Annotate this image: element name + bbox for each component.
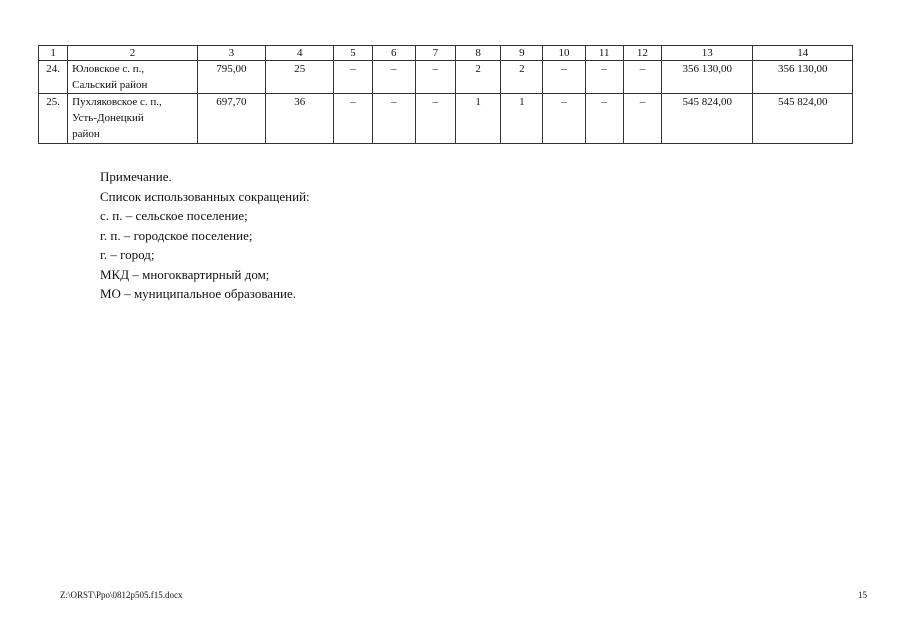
table-cell: – <box>543 61 585 94</box>
table-cell: – <box>372 61 415 94</box>
settlement-name-line: Усть-Донецкий <box>72 112 144 124</box>
table-row <box>39 61 853 94</box>
table-cell: 2 <box>501 61 543 94</box>
table-cell: 25 <box>266 61 334 94</box>
column-header: 14 <box>753 46 853 61</box>
table-row <box>39 94 853 144</box>
table-cell: 356 130,00 <box>662 61 753 94</box>
table-cell: 2 <box>456 61 501 94</box>
column-header: 3 <box>197 46 265 61</box>
table-cell: – <box>372 94 415 144</box>
settlement-name-line: Сальский район <box>72 79 148 91</box>
notes-block <box>100 167 310 304</box>
column-header: 5 <box>334 46 372 61</box>
notes-line: МКД – многоквартирный дом; <box>100 266 270 282</box>
column-header: 10 <box>543 46 585 61</box>
table-cell: – <box>543 94 585 144</box>
table-cell: 795,00 <box>197 61 265 94</box>
column-header: 13 <box>662 46 753 61</box>
table-cell: – <box>585 61 623 94</box>
column-header: 7 <box>415 46 455 61</box>
table-cell: – <box>415 94 455 144</box>
table-cell: 545 824,00 <box>662 94 753 144</box>
data-table <box>38 45 853 144</box>
column-header: 1 <box>39 46 68 61</box>
table-cell: – <box>585 94 623 144</box>
column-header: 12 <box>623 46 661 61</box>
notes-line: с. п. – сельское поселение; <box>100 208 248 223</box>
notes-line: г. п. – городское поселение; <box>100 227 253 243</box>
settlement-name <box>68 61 198 94</box>
notes-title: Примечание. <box>100 169 172 184</box>
notes-line: МО – муниципальное образование. <box>100 286 297 301</box>
table-header-row <box>39 46 853 61</box>
notes-line: г. – город; <box>100 247 155 262</box>
row-number: 25. <box>39 94 68 144</box>
table-cell: – <box>623 94 661 144</box>
column-header: 9 <box>501 46 543 61</box>
table-cell: 1 <box>456 94 501 144</box>
table-cell: 1 <box>501 94 543 144</box>
settlement-name-line: район <box>72 128 100 140</box>
column-header: 11 <box>585 46 623 61</box>
table-cell: 356 130,00 <box>753 61 853 94</box>
table-cell: – <box>334 94 372 144</box>
table-cell: – <box>623 61 661 94</box>
table-cell: 545 824,00 <box>753 94 853 144</box>
table-cell: 36 <box>266 94 334 144</box>
footer-page-number: 15 <box>858 590 867 600</box>
column-header: 4 <box>266 46 334 61</box>
table-cell: – <box>415 61 455 94</box>
settlement-name-line: Пухляковское с. п., <box>72 96 162 108</box>
footer-file-path: Z:\ORST\Ppo\0812p505.f15.docx <box>60 590 183 600</box>
table-cell: – <box>334 61 372 94</box>
column-header: 2 <box>68 46 198 61</box>
notes-line: Список использованных сокращений: <box>100 188 310 204</box>
settlement-name-line: Юловское с. п., <box>72 63 145 75</box>
row-number: 24. <box>39 61 68 94</box>
settlement-name <box>68 94 198 144</box>
column-header: 6 <box>372 46 415 61</box>
table-cell: 697,70 <box>197 94 265 144</box>
column-header: 8 <box>456 46 501 61</box>
